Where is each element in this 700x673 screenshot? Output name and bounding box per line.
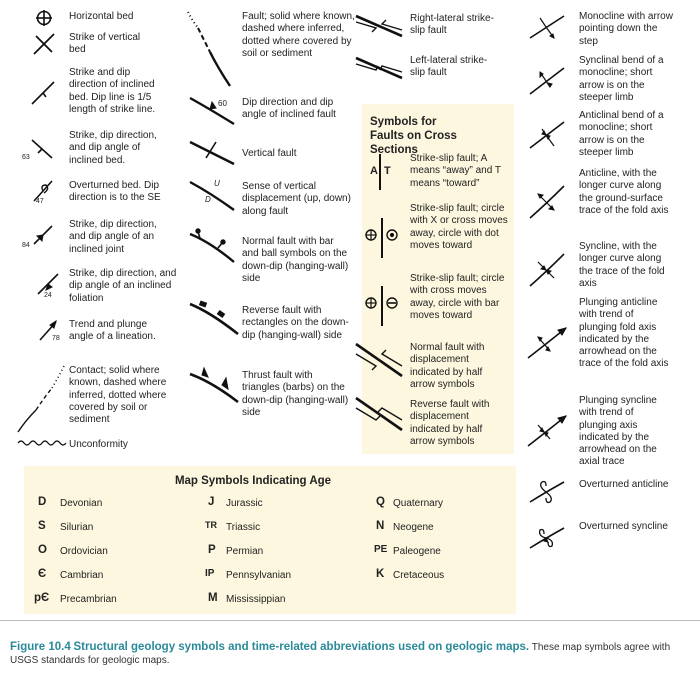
strike-dip-label: Strike and dip direction of inclined bed. Dip line is 1/5 length of strike line. xyxy=(69,67,156,115)
age-name: Silurian xyxy=(60,522,94,533)
age-code: Q xyxy=(376,496,385,508)
age-code: TR xyxy=(205,520,217,530)
inclined-bed-label: Strike, dip direction, and dip angle of inclined bed. xyxy=(69,130,157,166)
overturned-bed-dip: 47 xyxy=(36,198,44,205)
strike-slip-at-line xyxy=(378,154,382,190)
age-code: P xyxy=(208,544,216,556)
strike-slip-circle-x-dot-label: Strike-slip fault; circle with X or cross moves away, circle with dot moves toward xyxy=(410,203,508,251)
figure-number: Figure 10.4 xyxy=(10,641,71,653)
age-code: N xyxy=(376,520,385,532)
normal-fault-label: Normal fault with bar and ball symbols on the down-dip (hanging-wall) side xyxy=(242,236,349,284)
horizontal-bed-label: Horizontal bed xyxy=(69,11,134,22)
displacement-down: D xyxy=(205,195,211,204)
contact-symbol xyxy=(14,362,70,434)
right-lateral-fault-symbol xyxy=(354,12,404,40)
synclinal-bend-label: Synclinal bend of a monocline; short arrow is on the steeper limb xyxy=(579,55,664,103)
age-name: Precambrian xyxy=(60,594,117,605)
age-name: Cretaceous xyxy=(393,570,445,581)
overturned-anticline-symbol xyxy=(528,478,568,506)
fault-symbol xyxy=(186,10,236,90)
vertical-fault-label: Vertical fault xyxy=(242,148,297,159)
age-code: M xyxy=(208,592,218,604)
age-name: Neogene xyxy=(393,522,434,533)
inclined-joint-dip: 84 xyxy=(22,242,30,249)
age-code: K xyxy=(376,568,385,580)
plunging-anticline-symbol xyxy=(526,322,570,362)
vertical-bed-symbol xyxy=(32,32,56,56)
plunging-syncline-label: Plunging syncline with trend of plunging axis indicated by the arrowhead on the axial trace xyxy=(579,395,657,468)
foliation-dip: 24 xyxy=(44,292,52,299)
age-code: J xyxy=(208,496,215,508)
inclined-bed-symbol xyxy=(30,136,56,162)
strike-slip-away-letter: A xyxy=(370,165,378,177)
age-name: Pennsylvanian xyxy=(226,570,292,581)
figure-caption-body: These map symbols agree with USGS standards for geologic maps. xyxy=(10,642,671,666)
overturned-syncline-label: Overturned syncline xyxy=(579,521,668,532)
vertical-fault-symbol xyxy=(188,138,238,168)
displacement-up: U xyxy=(214,179,220,188)
reverse-fault-symbol xyxy=(188,300,242,340)
contact-label: Contact; solid where known, dashed where inferred, dotted where covered by soil or sediment xyxy=(69,365,167,426)
thrust-fault-label: Thrust fault with triangles (barbs) on the down-dip (hanging-wall) side xyxy=(242,370,349,418)
strike-slip-circle-x-dot-symbol xyxy=(364,218,400,258)
lineation-label: Trend and plunge angle of a lineation. xyxy=(69,319,156,343)
syncline-symbol xyxy=(528,250,568,290)
age-name: Ordovician xyxy=(60,546,108,557)
overturned-bed-label: Overturned bed. Dip direction is to the SE xyxy=(69,180,161,204)
age-name: Jurassic xyxy=(226,498,263,509)
age-name: Permian xyxy=(226,546,264,557)
overturned-anticline-label: Overturned anticline xyxy=(579,479,669,490)
age-name: Triassic xyxy=(226,522,261,533)
left-lateral-label: Left-lateral strike-slip fault xyxy=(410,55,488,79)
age-code: D xyxy=(38,496,47,508)
monocline-symbol xyxy=(528,12,568,42)
normal-fault-half-arrow-symbol xyxy=(354,340,404,382)
unconformity-symbol xyxy=(16,437,68,449)
strike-slip-toward-letter: T xyxy=(384,165,391,177)
fault-label: Fault; solid where known, dashed where inferred, dotted where covered by soil or sediment xyxy=(242,11,355,59)
figure-title: Structural geology symbols and time-related abbreviations used on geologic maps. xyxy=(73,641,530,653)
vertical-bed-label: Strike of vertical bed xyxy=(69,32,141,56)
age-code: O xyxy=(38,544,47,556)
inclined-joint-label: Strike, dip direction, and dip angle of an inclined joint xyxy=(69,219,157,255)
age-name: Paleogene xyxy=(393,546,441,557)
inclined-fault-dip: 60 xyxy=(218,99,227,108)
reverse-fault-label: Reverse fault with rectangles on the down-dip (hanging-wall) side xyxy=(242,305,349,341)
age-panel-title: Map Symbols Indicating Age xyxy=(174,475,332,487)
lineation-plunge: 78 xyxy=(52,335,60,342)
displacement-label: Sense of vertical displacement (up, down) along fault xyxy=(242,181,351,217)
caption-divider xyxy=(0,620,700,621)
age-name: Devonian xyxy=(60,498,103,509)
plunging-anticline-label: Plunging anticline with trend of plunging fold axis indicated by the arrowhead on the trace of the fold axis xyxy=(579,297,669,370)
figure-caption xyxy=(10,641,680,667)
syncline-label: Syncline, with the longer curve along the trace of the fold axis xyxy=(579,241,665,289)
synclinal-bend-symbol xyxy=(528,64,568,98)
foliation-label: Strike, dip direction, and dip angle of an inclined foliation xyxy=(69,268,177,304)
monocline-label: Monocline with arrow pointing down the step xyxy=(579,11,673,47)
age-code: S xyxy=(38,520,46,532)
horizontal-bed-symbol xyxy=(34,8,54,28)
inclined-joint-symbol xyxy=(30,222,56,248)
age-code: IP xyxy=(205,568,215,579)
reverse-fault-half-arrow-label: Reverse fault with displacement indicated by half arrow symbols xyxy=(410,399,490,447)
anticlinal-bend-symbol xyxy=(528,118,568,152)
strike-slip-circle-cross-bar-label: Strike-slip fault; circle with cross moves away, circle with bar moves toward xyxy=(410,273,505,321)
displacement-fault-symbol xyxy=(188,176,238,216)
age-name: Quaternary xyxy=(393,498,444,509)
strike-dip-symbol xyxy=(30,80,56,106)
inclined-fault-label: Dip direction and dip angle of inclined fault xyxy=(242,97,336,121)
inclined-fault-symbol xyxy=(188,94,238,128)
left-lateral-fault-symbol xyxy=(354,54,404,82)
overturned-syncline-symbol xyxy=(528,524,568,552)
age-name: Mississippian xyxy=(226,594,286,605)
normal-fault-half-arrow-label: Normal fault with displacement indicated by half arrow symbols xyxy=(410,342,485,390)
age-code: pЄ xyxy=(34,592,50,604)
anticline-label: Anticline, with the longer curve along the ground-surface trace of the fold axis xyxy=(579,168,669,216)
anticline-symbol xyxy=(528,182,568,222)
plunging-syncline-symbol xyxy=(526,410,570,450)
age-code: PE xyxy=(374,544,388,555)
normal-fault-symbol xyxy=(188,228,238,268)
unconformity-label: Unconformity xyxy=(69,439,128,450)
age-name: Cambrian xyxy=(60,570,104,581)
strike-slip-at-label: Strike-slip fault; A means “away” and T means “toward” xyxy=(410,153,501,189)
strike-slip-circle-cross-bar-symbol xyxy=(364,286,400,326)
cross-section-title: Symbols for Faults on Cross Sections xyxy=(370,116,457,156)
thrust-fault-symbol xyxy=(188,368,242,408)
reverse-fault-half-arrow-symbol xyxy=(354,394,404,436)
right-lateral-label: Right-lateral strike-slip fault xyxy=(410,13,494,37)
anticlinal-bend-label: Anticlinal bend of a monocline; short arrow is on the steeper limb xyxy=(579,110,664,158)
inclined-bed-dip: 63 xyxy=(22,154,30,161)
age-code: Є xyxy=(38,568,47,580)
age-panel xyxy=(24,466,516,614)
